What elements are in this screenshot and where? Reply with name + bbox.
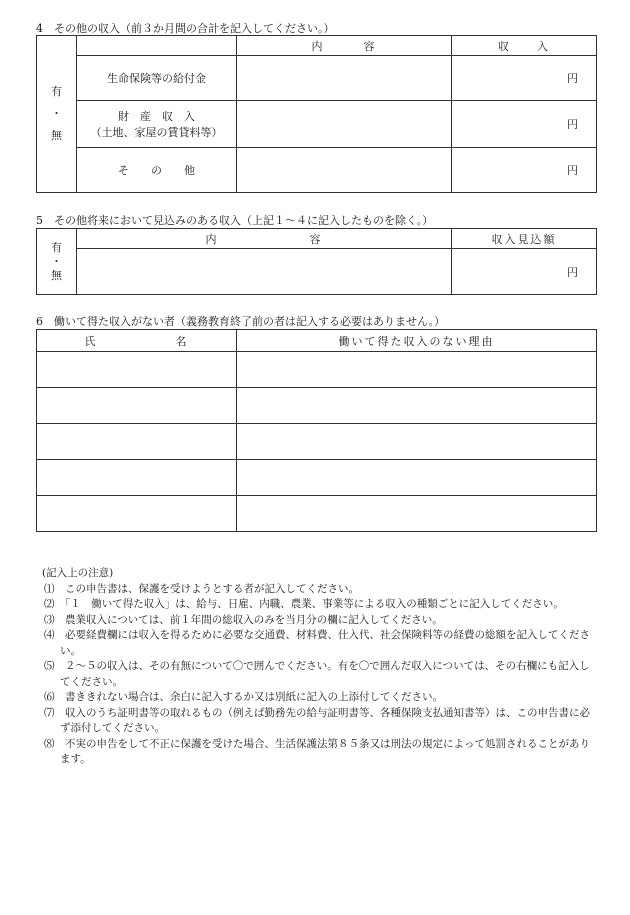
header-blank xyxy=(77,36,237,56)
header-content: 内 容 xyxy=(77,229,452,249)
header-amount: 収入見込額 xyxy=(452,229,597,249)
yen-unit: 円 xyxy=(452,148,597,193)
content-field[interactable] xyxy=(237,56,452,101)
name-field[interactable] xyxy=(37,352,237,388)
section4-table xyxy=(36,35,597,193)
umu-no[interactable]: 無 xyxy=(51,268,62,282)
content-field[interactable] xyxy=(77,249,452,295)
yen-unit: 円 xyxy=(452,56,597,101)
reason-field[interactable] xyxy=(237,352,597,388)
header-reason: 働いて得た収入のない理由 xyxy=(237,330,597,352)
umu-yes[interactable]: 有 xyxy=(51,85,62,98)
umu-dot: ・ xyxy=(51,107,62,120)
section6-table xyxy=(36,329,597,532)
section5-table xyxy=(36,228,597,295)
reason-field[interactable] xyxy=(237,388,597,424)
name-field[interactable] xyxy=(37,460,237,496)
note-item: ⑻ 不実の申告をして不正に保護を受けた場合、生活保護法第８５条又は刑法の規定によって処罰されることがあります。 xyxy=(44,737,590,765)
name-field[interactable] xyxy=(37,496,237,532)
reason-field[interactable] xyxy=(237,460,597,496)
umu-yes[interactable]: 有 xyxy=(51,240,62,254)
note-item: ⑶ 農業収入については、前１年間の総収入のみを当月分の欄に記入してください。 xyxy=(44,613,443,626)
yen-unit: 円 xyxy=(452,101,597,148)
section4-title: 4 その他の収入（前３か月間の合計を記入してください。） xyxy=(36,22,335,35)
label-line1: 財 産 収 入 xyxy=(118,110,195,123)
header-content: 内 容 xyxy=(237,36,452,56)
umu-cell xyxy=(37,229,77,295)
content-field[interactable] xyxy=(237,101,452,148)
note-item: ⑷ 必要経費欄には収入を得るために必要な交通費、材料費、仕入代、社会保険料等の経費の総額を記入してください。 xyxy=(44,629,590,657)
row-label-other: そ の 他 xyxy=(77,148,237,193)
reason-field[interactable] xyxy=(237,424,597,460)
section6-title: 6 働いて得た収入がない者（義務教育終了前の者は記入する必要はありません。） xyxy=(36,315,446,328)
note-item: ⑹ 書ききれない場合は、余白に記入するか又は別紙に記入の上添付してください。 xyxy=(44,691,443,703)
umu-dot: ・ xyxy=(51,254,62,268)
row-label-insurance: 生命保険等の給付金 xyxy=(77,56,237,101)
note-item: ⑵ 「１ 働いて得た収入」は、給与、日雇、内職、農業、事業等による収入の種類ごとに記入してください。 xyxy=(44,598,564,610)
name-field[interactable] xyxy=(37,424,237,460)
note-item: ⑸ ２～５の収入は、その有無について〇で囲んでください。有を〇で囲んだ収入については、その右欄にも記入してください。 xyxy=(44,660,590,688)
name-field[interactable] xyxy=(37,388,237,424)
notes xyxy=(44,566,600,768)
content-field[interactable] xyxy=(237,148,452,193)
row-label-property xyxy=(77,101,237,148)
umu-no[interactable]: 無 xyxy=(51,129,62,142)
note-item: ⑺ 収入のうち証明書等の取れるもの（例えば勤務先の給与証明書等、各種保険支払通知書等）は、この申告書に必ず添付してください。 xyxy=(44,706,590,734)
notes-title: (記入上の注意) xyxy=(42,567,114,579)
umu-cell xyxy=(37,36,77,193)
yen-unit: 円 xyxy=(452,249,597,295)
label-line2: （土地、家屋の賃貸料等） xyxy=(90,126,223,139)
reason-field[interactable] xyxy=(237,496,597,532)
section5-title: 5 その他将来において見込みのある収入（上記１～４に記入したものを除く。） xyxy=(36,214,434,227)
note-item: ⑴ この申告書は、保護を受けようとする者が記入してください。 xyxy=(44,582,359,595)
header-name: 氏 名 xyxy=(37,330,237,352)
header-income: 収 入 xyxy=(452,36,597,56)
